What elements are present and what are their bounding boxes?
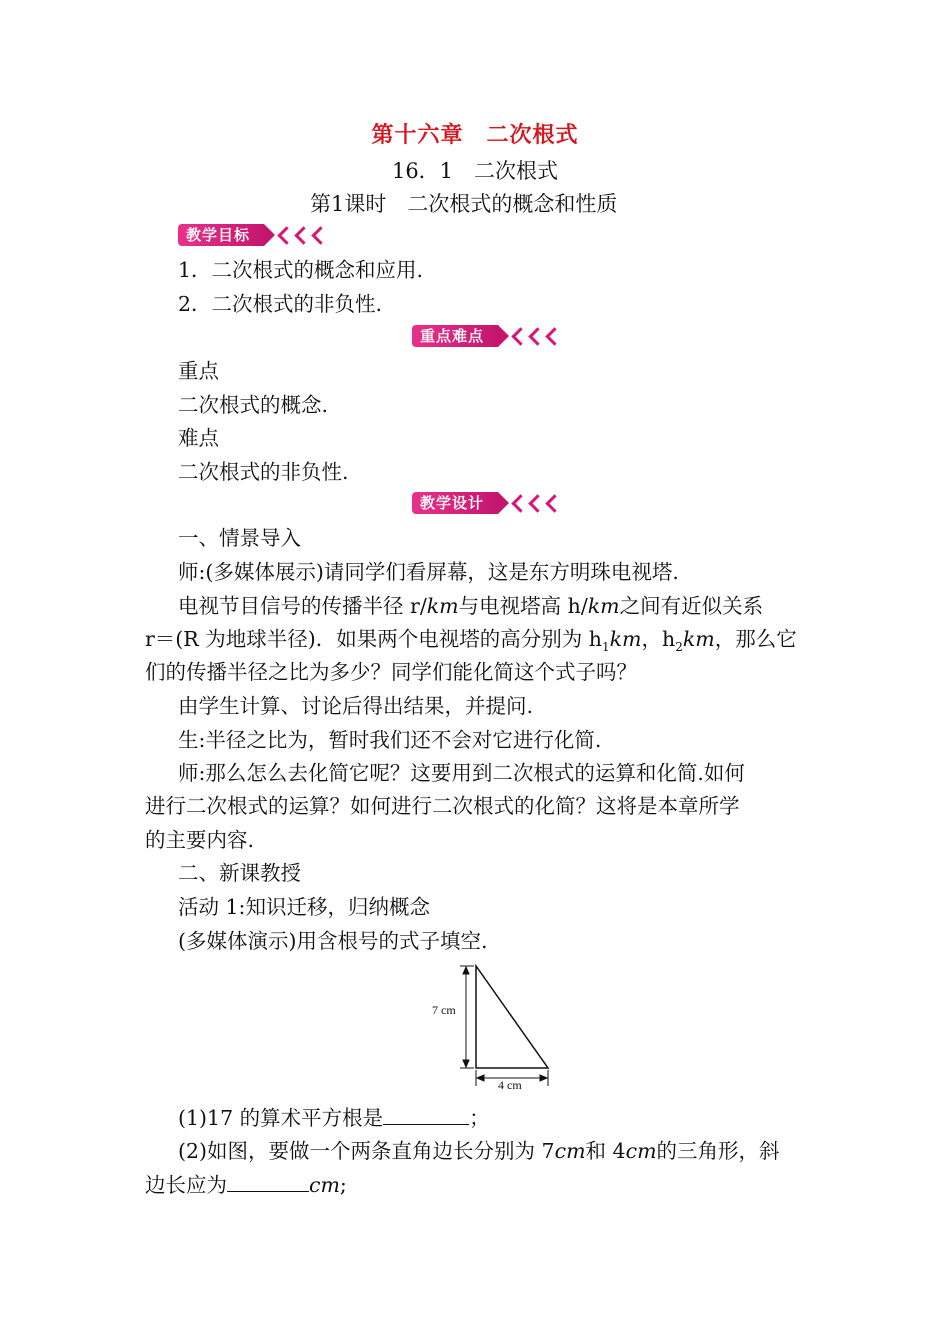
text-run: 与电视塔高 h/ [458, 594, 588, 618]
chapter-title: 第十六章 二次根式 [371, 123, 579, 148]
paragraph-line: 师:那么怎么去化简它呢？这要用到二次根式的运算和化简.如何 [178, 761, 745, 785]
unit: cm [625, 1139, 657, 1163]
question-2-line [178, 1137, 780, 1165]
key-points-banner-label: 重点难点 [412, 325, 498, 347]
paragraph: 由学生计算、讨论后得出结果，并提问. [178, 694, 534, 718]
part2-heading: 二、新课教授 [178, 861, 301, 885]
design-banner-label: 教学设计 [412, 492, 498, 514]
unit: km [682, 627, 715, 651]
text-run: (1)17 的算术平方根是 [178, 1106, 384, 1130]
question-1 [178, 1104, 490, 1132]
question-2-line [145, 1171, 347, 1199]
text-run: r＝(R 为地球半径)．如果两个电视塔的高分别为 h [145, 627, 602, 651]
text-run: ，那么它 [714, 627, 797, 651]
paragraph: 师:(多媒体展示)请同学们看屏幕，这是东方明珠电视塔. [178, 560, 679, 584]
goals-banner-label: 教学目标 [178, 224, 264, 246]
unit: km [609, 627, 642, 651]
activity-description: (多媒体演示)用含根号的式子填空. [178, 929, 488, 953]
key-points-banner [412, 324, 561, 348]
key-point-text: 二次根式的概念. [178, 393, 329, 417]
paragraph-line: 们的传播半径之比为多少？同学们能化简这个式子吗？ [145, 660, 637, 684]
text-run: 和 4 [585, 1139, 626, 1163]
text-run: 边长应为 [145, 1173, 227, 1197]
chevrons-icon [514, 497, 561, 510]
subscript: 2 [675, 640, 683, 655]
paragraph-line: 进行二次根式的运算？如何进行二次根式的化简？这将是本章所学 [145, 794, 740, 818]
text-run: (2)如图，要做一个两条直角边长分别为 7 [178, 1139, 555, 1163]
lesson-title: 第1课时 二次根式的概念和性质 [310, 192, 618, 216]
subscript: 1 [601, 640, 610, 655]
text-run: ; [339, 1173, 347, 1197]
paragraph-line [178, 592, 763, 620]
design-banner [412, 491, 561, 515]
unit: cm [309, 1173, 340, 1197]
chevrons-icon [280, 229, 327, 242]
right-triangle-figure [430, 962, 560, 1090]
unit: km [426, 594, 459, 618]
vertical-dimension-line [460, 966, 474, 1068]
triangle-shape [476, 966, 548, 1068]
chevrons-icon [514, 330, 561, 343]
vertical-dimension-label: 7 cm [432, 1003, 456, 1017]
text-run: 之间有近似关系 [619, 594, 764, 618]
section-title: 16．1 二次根式 [391, 159, 559, 183]
answer-blank[interactable] [227, 1171, 309, 1192]
text-run: ，h [641, 627, 676, 651]
text-run: ； [469, 1106, 490, 1130]
text-run: 电视节目信号的传播半径 r/ [178, 594, 427, 618]
part1-heading: 一、情景导入 [178, 526, 301, 550]
activity-heading: 活动 1:知识迁移，归纳概念 [178, 895, 430, 919]
goals-banner [178, 223, 327, 247]
paragraph-line: 的主要内容. [145, 828, 255, 852]
difficulty-text: 二次根式的非负性. [178, 460, 349, 484]
goal-item: 2．二次根式的非负性. [178, 292, 383, 316]
text-run: 的三角形，斜 [656, 1139, 780, 1163]
difficulty-label: 难点 [178, 426, 219, 450]
paragraph-line [145, 625, 797, 661]
key-point-label: 重点 [178, 359, 219, 383]
goal-item: 1．二次根式的概念和应用. [178, 258, 424, 282]
paragraph: 生:半径之比为，暂时我们还不会对它进行化简. [178, 728, 602, 752]
unit: km [587, 594, 620, 618]
unit: cm [554, 1139, 586, 1163]
horizontal-dimension-label: 4 cm [498, 1078, 522, 1090]
answer-blank[interactable] [383, 1104, 469, 1125]
